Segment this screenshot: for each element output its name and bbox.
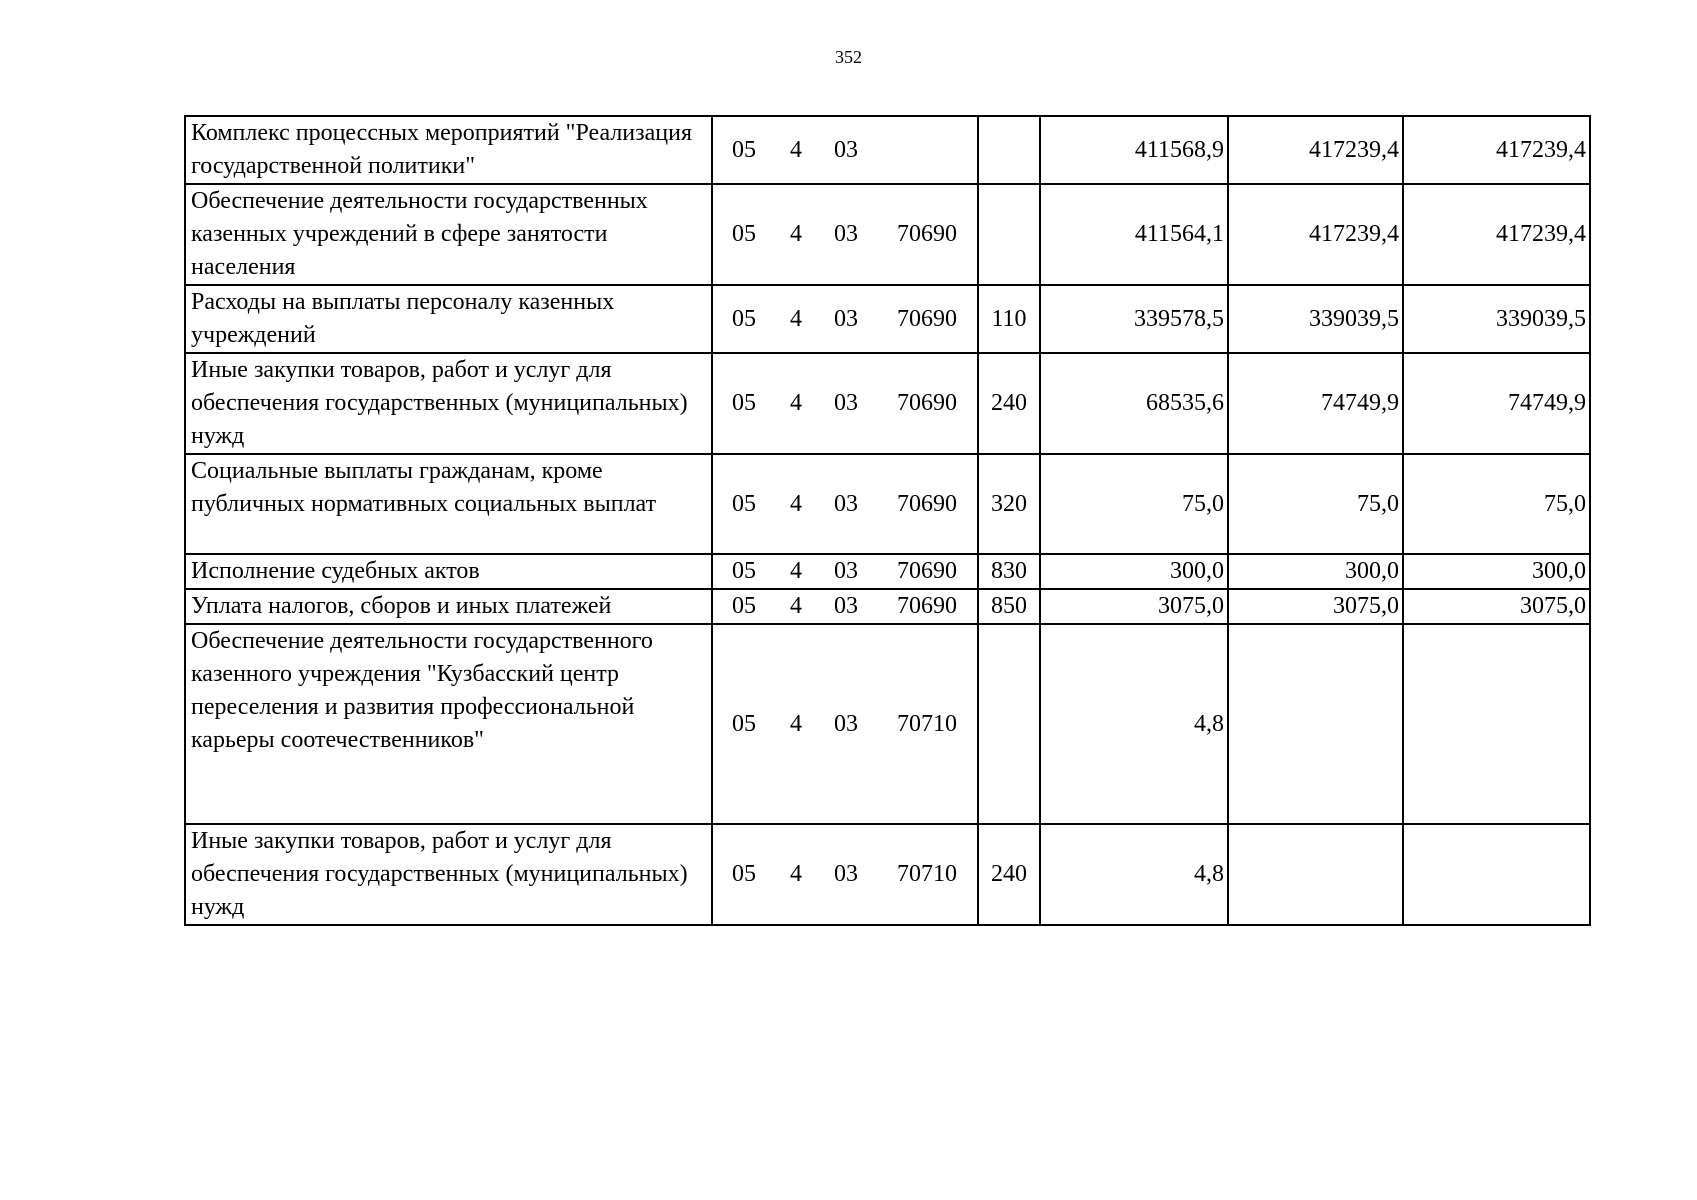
- program-code: 4: [790, 221, 802, 247]
- table-row: [185, 285, 1590, 353]
- amount-year-2: 300,0: [1228, 554, 1403, 589]
- budget-table: [184, 115, 1591, 926]
- amount-year-2: 3075,0: [1228, 589, 1403, 624]
- program-code: 4: [790, 490, 802, 517]
- table-row: [185, 624, 1590, 824]
- table-row: [185, 824, 1590, 925]
- subprogram-code: 03: [834, 136, 858, 163]
- amount-year-3: [1403, 624, 1590, 824]
- table-row: [185, 554, 1590, 589]
- direction-code: 70710: [897, 861, 957, 887]
- amount-year-3: 74749,9: [1403, 353, 1590, 454]
- row-codes: [712, 624, 978, 824]
- amount-year-2: 417239,4: [1228, 116, 1403, 184]
- row-name: Расходы на выплаты персоналу казенных учреждений: [185, 285, 712, 353]
- page-number: 352: [835, 47, 862, 67]
- amount-year-1: 4,8: [1040, 624, 1228, 824]
- direction-code: 70690: [897, 490, 957, 517]
- row-codes: [712, 589, 978, 624]
- row-codes: [712, 554, 978, 589]
- expense-type-code: [978, 184, 1040, 285]
- expense-type-code: 110: [978, 285, 1040, 353]
- row-name: Уплата налогов, сборов и иных платежей: [185, 589, 712, 624]
- row-name: Обеспечение деятельности государственных казенных учреждений в сфере занятости населения: [185, 184, 712, 285]
- expense-type-code: 830: [978, 554, 1040, 589]
- amount-year-2: 75,0: [1228, 454, 1403, 554]
- row-codes: [712, 454, 978, 554]
- amount-year-2: 339039,5: [1228, 285, 1403, 353]
- amount-year-3: 300,0: [1403, 554, 1590, 589]
- subprogram-code: 03: [834, 490, 858, 517]
- section-code: 05: [732, 490, 756, 517]
- row-codes: [712, 116, 978, 184]
- program-code: 4: [790, 305, 802, 332]
- amount-year-3: 75,0: [1403, 454, 1590, 554]
- amount-year-2: 74749,9: [1228, 353, 1403, 454]
- row-name: Иные закупки товаров, работ и услуг для обеспечения государственных (муниципальных) нужд: [185, 353, 712, 454]
- section-code: 05: [732, 136, 756, 163]
- amount-year-1: 4,8: [1040, 824, 1228, 925]
- subprogram-code: 03: [834, 390, 858, 416]
- row-codes: [712, 285, 978, 353]
- table-row: [185, 589, 1590, 624]
- subprogram-code: 03: [834, 221, 858, 247]
- direction-code: 70690: [897, 558, 957, 584]
- section-code: 05: [732, 710, 756, 737]
- section-code: 05: [732, 558, 756, 584]
- table-row: [185, 184, 1590, 285]
- amount-year-3: 3075,0: [1403, 589, 1590, 624]
- amount-year-3: 339039,5: [1403, 285, 1590, 353]
- program-code: 4: [790, 136, 802, 163]
- amount-year-1: 300,0: [1040, 554, 1228, 589]
- amount-year-1: 68535,6: [1040, 353, 1228, 454]
- direction-code: 70690: [897, 390, 957, 416]
- table-row: [185, 353, 1590, 454]
- amount-year-2: [1228, 824, 1403, 925]
- row-codes: [712, 184, 978, 285]
- program-code: 4: [790, 593, 802, 619]
- row-name: Иные закупки товаров, работ и услуг для обеспечения государственных (муниципальных) нужд: [185, 824, 712, 925]
- row-name: Обеспечение деятельности государственного казенного учреждения "Кузбасский центр переселения и развития профессиональной карьеры соотечественников": [185, 624, 712, 824]
- direction-code: 70710: [897, 710, 957, 737]
- amount-year-1: 411568,9: [1040, 116, 1228, 184]
- subprogram-code: 03: [834, 558, 858, 584]
- section-code: 05: [732, 390, 756, 416]
- program-code: 4: [790, 390, 802, 416]
- expense-type-code: [978, 116, 1040, 184]
- program-code: 4: [790, 861, 802, 887]
- table-row: [185, 116, 1590, 184]
- amount-year-1: 75,0: [1040, 454, 1228, 554]
- program-code: 4: [790, 710, 802, 737]
- amount-year-1: 3075,0: [1040, 589, 1228, 624]
- section-code: 05: [732, 861, 756, 887]
- section-code: 05: [732, 305, 756, 332]
- expense-type-code: 320: [978, 454, 1040, 554]
- row-name: Комплекс процессных мероприятий "Реализация государственной политики": [185, 116, 712, 184]
- row-codes: [712, 824, 978, 925]
- section-code: 05: [732, 593, 756, 619]
- subprogram-code: 03: [834, 710, 858, 737]
- subprogram-code: 03: [834, 305, 858, 332]
- direction-code: 70690: [897, 593, 957, 619]
- row-name: Социальные выплаты гражданам, кроме публичных нормативных социальных выплат: [185, 454, 712, 554]
- amount-year-3: 417239,4: [1403, 116, 1590, 184]
- table-row: [185, 454, 1590, 554]
- direction-code: 70690: [897, 305, 957, 332]
- amount-year-2: [1228, 624, 1403, 824]
- row-name: Исполнение судебных актов: [185, 554, 712, 589]
- amount-year-3: 417239,4: [1403, 184, 1590, 285]
- amount-year-1: 411564,1: [1040, 184, 1228, 285]
- amount-year-2: 417239,4: [1228, 184, 1403, 285]
- amount-year-1: 339578,5: [1040, 285, 1228, 353]
- row-codes: [712, 353, 978, 454]
- subprogram-code: 03: [834, 593, 858, 619]
- expense-type-code: [978, 624, 1040, 824]
- program-code: 4: [790, 558, 802, 584]
- direction-code: 70690: [897, 221, 957, 247]
- subprogram-code: 03: [834, 861, 858, 887]
- expense-type-code: 850: [978, 589, 1040, 624]
- expense-type-code: 240: [978, 824, 1040, 925]
- amount-year-3: [1403, 824, 1590, 925]
- expense-type-code: 240: [978, 353, 1040, 454]
- section-code: 05: [732, 221, 756, 247]
